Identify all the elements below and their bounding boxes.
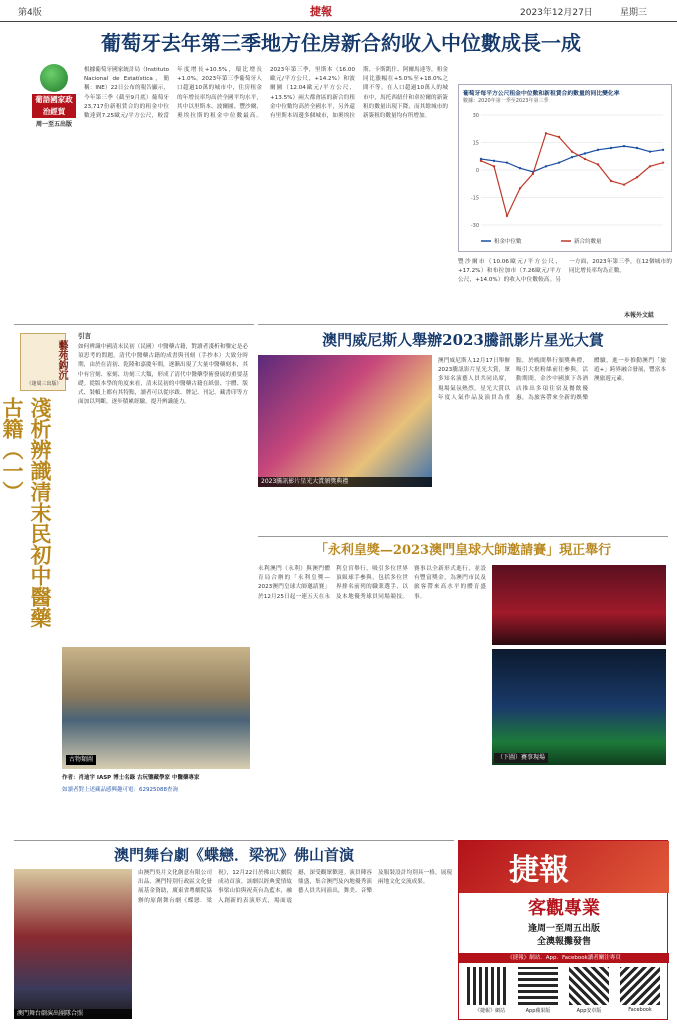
chart-point	[597, 149, 599, 151]
chart-point	[558, 161, 560, 163]
qr-label-ios: App蘋果版	[525, 1008, 551, 1014]
chart-point	[506, 215, 508, 217]
chart-point	[545, 165, 547, 167]
article4-body: 永利澳門（永利）與澳門體育局合辦的「永利皇獎—2023澳門皇球大師邀請賽」於12月25日起一連五天在永利皇宮舉行，吸引多位世界頂級球手參與，包括多位世界排名前列的職業選手，以及本地優秀球員同場競技。賽事以全新形式進行，並設有豐富獎金，為澳門市民及旅客帶來高水平的體育盛事。	[258, 566, 486, 600]
chart-point	[597, 163, 599, 165]
header-logo: 捷報	[310, 5, 332, 18]
chart-point	[558, 136, 560, 138]
qr-label-website: 《捷報》網站	[474, 1008, 505, 1014]
qr-code-website[interactable]	[467, 967, 507, 1005]
rent-change-chart	[458, 84, 672, 252]
chart-series-line-2	[481, 133, 663, 216]
column-badge-label: 葡語國家政治經貿	[32, 94, 76, 118]
chart-series-line-1	[481, 146, 663, 172]
article-snooker-masters	[258, 536, 668, 768]
chart-point	[584, 158, 586, 160]
chart-point	[519, 187, 521, 189]
qr-code-facebook[interactable]	[620, 967, 660, 1005]
article2-section-label: 引言	[78, 332, 91, 340]
article2-body: 如何辨識中國清末民初（民國）中醫藥古籍，對讀者淺析和鑒定是必須思考的問題。清代中醫藥古籍的成書與刊刻（手抄本）大致分時期，由於在清初、乾隆和嘉慶年間，逐漸出現了大量中醫藥刻本，其中有官刻、家刻、坊刻三大類，形成了清代中醫藥學術發展的重要基礎。從版本學的角度來看，清末民初的中醫藥古籍在紙張、字體、版式、裝幀上都有其特點，讀者可以從序跋、牌記、刊記、藏書印等方面加以判斷，逐步積累經驗，提升辨識能力。	[78, 344, 248, 406]
chart-point	[506, 161, 508, 163]
page-number: 第4版	[18, 8, 42, 18]
qr-code-ios[interactable]	[518, 967, 558, 1005]
drama-photo	[14, 869, 132, 1019]
article1-headline: 葡萄牙去年第三季地方住房新合約收入中位數成長一成	[101, 31, 581, 55]
chart-legend-label: 租金中位數	[494, 239, 522, 245]
article2-note: 如讀者對上述藏品感興趣可電：62925088查詢	[62, 787, 178, 793]
page-header	[0, 0, 677, 22]
chart-point	[649, 150, 651, 152]
article2-headline: 淺析辨識清末民初中醫藥古籍（一）	[0, 397, 53, 628]
article3-headline: 澳門威尼斯人舉辦2023騰訊影片星光大賞	[322, 331, 604, 349]
chart-y-tick-label: 15	[472, 140, 479, 147]
chart-title: 葡萄牙每平方公尺租金中位數和新租賃合約數量的同比變化率	[463, 91, 620, 97]
ancient-books-photo	[62, 647, 250, 769]
chart-point	[610, 180, 612, 182]
snooker-photo-caption: （下圖）賽事現場	[494, 753, 548, 763]
issue-date: 2023年12月27日	[520, 8, 593, 18]
ad-line1: 逢周一至周五出版	[527, 924, 600, 934]
chart-point	[493, 160, 495, 162]
article1-credit: 本報外文組	[624, 312, 655, 319]
venetian-photo	[258, 355, 432, 487]
ad-social: 《捷報》網站．App．Facebook讀者關注專頁	[459, 953, 669, 963]
chart-plot-area	[463, 109, 669, 247]
article1-body: 根據葡萄牙國家統計局（Instituto Nacional de Estatística，簡稱：INE）22日公布的報告顯示，今年第三季（截至9月底）葡萄牙23,717份新租賃合約的租金中位數達到7.25歐元/平方公尺，較當年度增長+10.5%，環比增長+1.0%。2023年第三季葡萄牙人口超過10萬的城市中，住房租金的年增長率均高於全國平均水平，其中以里斯本、波爾圖、豐沙爾、奧埃拉斯的租金中位數最高。2023年第三季，里斯本（16.00歐元/平方公尺，+14.2%）和波爾圖（12.04歐元/平方公尺，+13.5%）兩大都會區的新合約租金中位數均高於全國水平，另外還有里斯本周邊多個城市，如奧埃拉斯、卡斯凱什、阿爾馬達等，租金同比漲幅在+5.0%至+18.0%之間不等。在人口超過10萬人的城市中，馬托西紐什和韋拉爾的新簽租約數量出現下降，而其餘城市的新簽租約數量均有所增加。	[84, 67, 448, 120]
article-venetian-awards	[258, 324, 668, 534]
article1-tail: 豐沙爾市（10.06歐元/平方公尺，+17.2%）和布拉加市（7.26歐元/平方公尺，+14.0%）的收入中位數較高。另一方面，2023年第三季，在12個城市的同比增長率均為正數。	[458, 259, 672, 284]
ad-line2: 全澳報攤發售	[536, 937, 591, 947]
ad-title: 客觀專業	[528, 898, 600, 919]
chart-point	[649, 165, 651, 167]
chart-point	[532, 172, 534, 174]
qr-code-android[interactable]	[569, 967, 609, 1005]
chart-point	[636, 176, 638, 178]
chart-point	[480, 160, 482, 162]
chart-point	[571, 156, 573, 158]
column-logo-sub: （逢周三出版）	[26, 381, 62, 387]
column-logo-title: 藝苑鈎沉	[56, 340, 67, 380]
chart-point	[623, 183, 625, 185]
article4-headline: 「永利皇獎—2023澳門皇球大師邀請賽」現正舉行	[314, 543, 612, 558]
article-medical-books	[0, 324, 254, 836]
chart-point	[584, 152, 586, 154]
article-butterfly-drama	[14, 840, 454, 1020]
chart-legend-label: 新合約數量	[574, 239, 602, 245]
drama-photo-caption: 澳門舞台劇演出團隊合照	[14, 1009, 132, 1019]
article5-body: 由澳門吳月文化創意有限公司出品、澳門特別行政區文化發展基金資助，廣東省粵劇院協辦的原創舞台劇《蝶戀．梁祝》，12月22日於佛山大劇院成功首演。該劇以經典愛情故事梁山伯與祝英台為藍本，融入創新的表演形式，場面震撼，深受觀眾歡迎。演員陣容鼎盛，集合澳門及內地優秀演藝人員共同演出，舞美、音樂及服裝設計均別具一格，展現兩地文化交流成果。	[138, 870, 452, 904]
chart-point	[610, 147, 612, 149]
article3-body: 澳門威尼斯人12月17日舉辦2023騰訊影片星光大賞，眾多知名演藝人員共同出席，現場氣氛熱烈。星光大賞以年度人氣作品及演員為重點，於晚間舉行頒獎典禮，吸引大批粉絲前往參與。活動期間，金沙中國旗下各酒店推出多項住宿及餐飲優惠，為旅客帶來全新的娛樂體驗，進一步推動澳門「旅遊+」跨界融合發展，豐富本澳旅遊元素。	[438, 358, 666, 401]
column-badge-date: 周一至五出版	[35, 121, 72, 128]
qr-code-row	[467, 967, 661, 1017]
chart-point	[493, 165, 495, 167]
article-portugal-rent	[14, 26, 672, 322]
globe-emblem-icon	[40, 64, 68, 92]
ad-logo: 捷報	[509, 853, 569, 888]
snooker-photo-1	[492, 565, 666, 645]
chart-point	[662, 161, 664, 163]
chart-point	[571, 150, 573, 152]
chart-y-tick-label: 30	[472, 113, 479, 119]
column-badge	[32, 64, 76, 132]
chart-y-tick-label: -30	[470, 223, 479, 229]
chart-point	[519, 167, 521, 169]
chart-y-tick-label: -15	[470, 195, 479, 202]
qr-label-android: App安卓版	[576, 1008, 602, 1014]
chart-point	[662, 149, 664, 151]
chart-y-tick-label: 0	[475, 168, 479, 174]
article5-headline: 澳門舞台劇《蝶戀．梁祝》佛山首演	[113, 846, 354, 864]
venetian-photo-caption: 2023騰訊影片星光大賞頒獎典禮	[258, 477, 432, 487]
newspaper-ad	[458, 840, 668, 1020]
snooker-photo-2	[492, 649, 666, 765]
article2-caption: 作者：肖迪宇 IASP 博士名錄 古玩鑒藏學家 中醫藥專家	[62, 775, 200, 781]
ancient-books-label: 古物類圖	[66, 755, 96, 765]
chart-point	[623, 145, 625, 147]
chart-point	[545, 132, 547, 134]
column-logo	[20, 333, 66, 391]
chart-point	[636, 147, 638, 149]
weekday: 星期三	[620, 8, 648, 18]
chart-subtitle: 數據：2020年第一季至2023年第三季	[463, 98, 549, 104]
qr-label-facebook: Facebook	[628, 1007, 652, 1013]
